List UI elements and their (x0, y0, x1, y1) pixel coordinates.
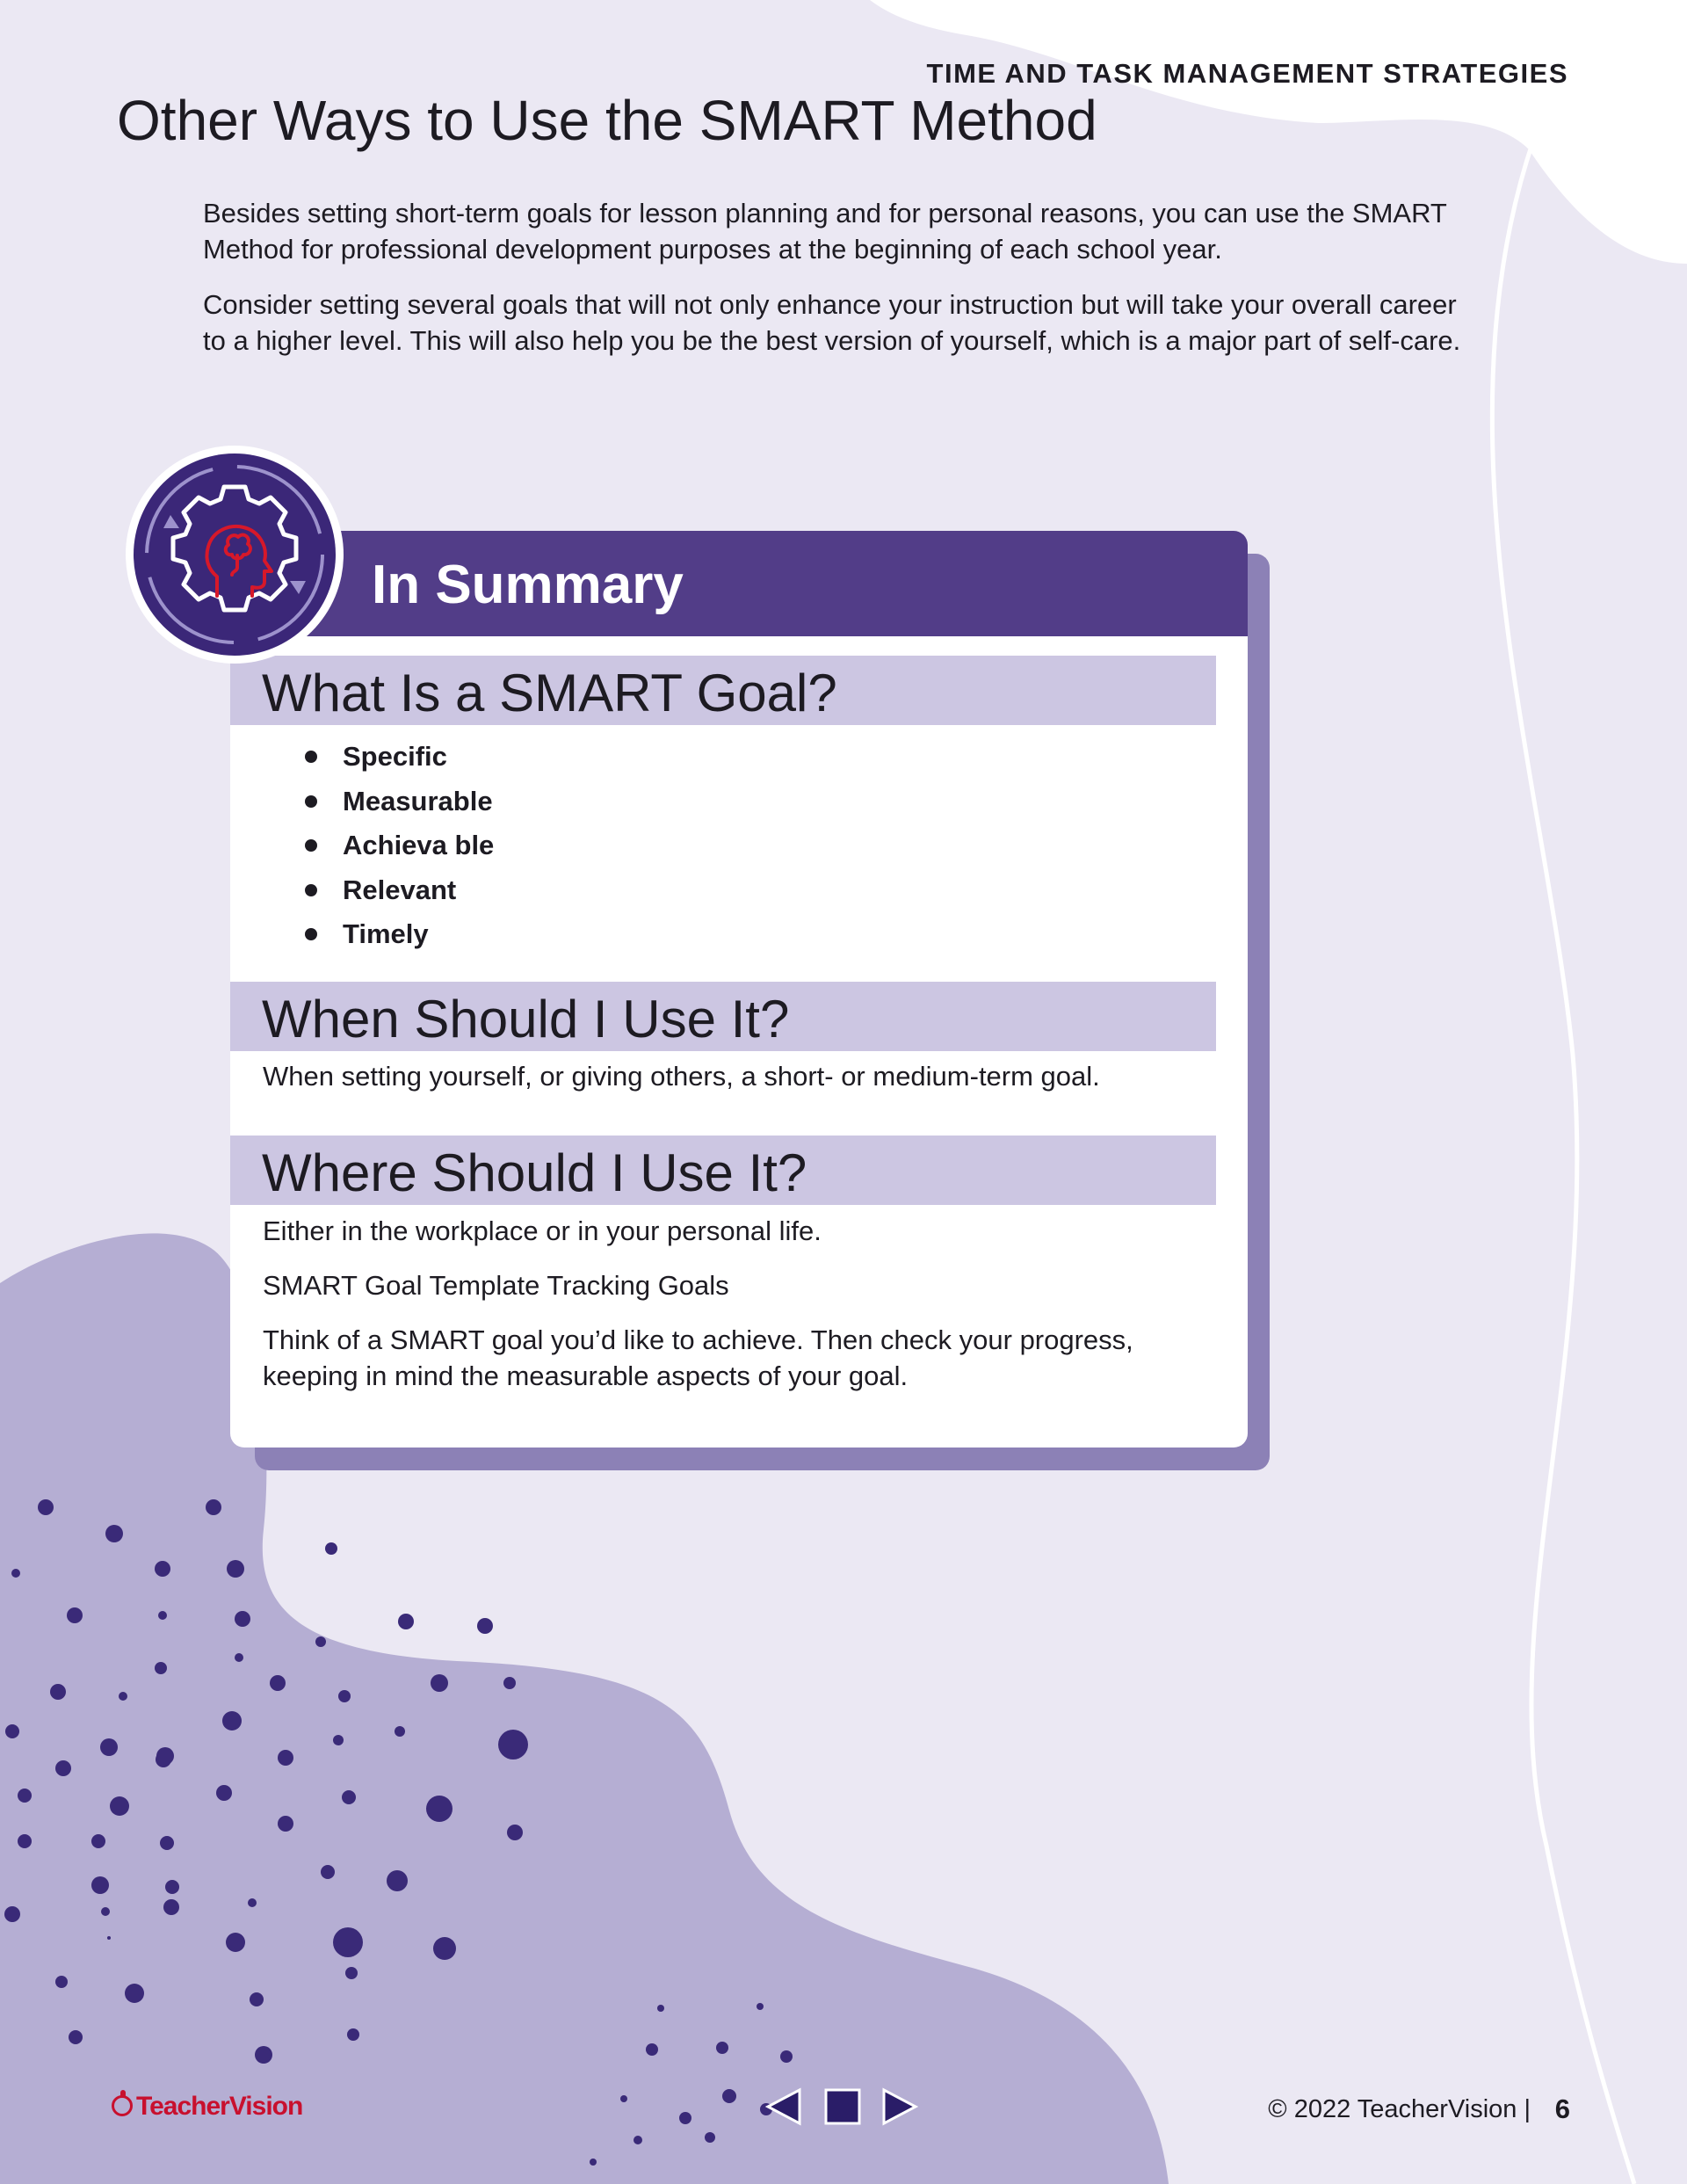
decorative-dot (426, 1796, 453, 1822)
decorative-dot (206, 1499, 221, 1515)
decorative-dot (255, 2046, 272, 2064)
smart-list (304, 735, 494, 957)
decorative-dot (105, 1525, 123, 1542)
decorative-dot (55, 1760, 71, 1776)
decorative-dot (38, 1499, 54, 1515)
decorative-dot (338, 1690, 351, 1702)
gear-head-icon (125, 445, 344, 664)
decorative-dot (507, 1825, 523, 1840)
decorative-dot (226, 1933, 245, 1952)
decorative-dot (503, 1677, 516, 1689)
decorative-dot (757, 2003, 764, 2010)
decorative-dot (18, 1834, 32, 1848)
decorative-dot (235, 1653, 243, 1662)
decorative-dot (278, 1816, 293, 1832)
decorative-dot (155, 1561, 170, 1577)
decorative-dot (498, 1730, 528, 1760)
section-heading-band (230, 656, 1216, 725)
section-heading-what: What Is a SMART Goal? (262, 664, 837, 722)
decorative-dot (55, 1976, 68, 1988)
list-item-text: Specific (343, 741, 447, 772)
decorative-dot (722, 2089, 736, 2103)
decorative-dot (156, 1752, 171, 1767)
decorative-dot (780, 2050, 793, 2063)
section-heading-band (230, 982, 1216, 1051)
decorative-dot (433, 1937, 456, 1960)
decorative-dot (477, 1618, 493, 1634)
decorative-dot (342, 1790, 356, 1804)
intro-paragraph-1: Besides setting short-term goals for lesson planning and for personal reasons, you can use the SMART Method for professional development purposes at the beginning of each school year. (203, 198, 1447, 265)
decorative-dot (646, 2043, 658, 2056)
bullet-dot (305, 795, 317, 808)
list-item-text: Timely (343, 918, 429, 949)
decorative-dot (398, 1614, 414, 1629)
decorative-dot (119, 1692, 127, 1701)
section-heading-band (230, 1136, 1216, 1205)
decorative-dot (158, 1611, 167, 1620)
decorative-dot (163, 1899, 179, 1915)
decorative-dot (278, 1750, 293, 1766)
decorative-dot (216, 1785, 232, 1801)
card-header (230, 531, 1248, 636)
decorative-dot (657, 2005, 664, 2012)
page-number: 6 (1554, 2093, 1570, 2124)
stop-icon[interactable] (826, 2090, 859, 2123)
decorative-dot (315, 1636, 326, 1647)
decorative-dot (431, 1674, 448, 1692)
instruction-text: Think of a SMART goal you’d like to achieve. Then check your progress, keeping in mind the measurable aspects of your goal. (263, 1324, 1133, 1391)
list-item (304, 780, 494, 824)
decorative-dot (590, 2159, 597, 2166)
decorative-dot (387, 1870, 408, 1891)
decorative-dot (227, 1560, 244, 1578)
section-heading-when: When Should I Use It? (262, 990, 790, 1048)
where-text: Either in the workplace or in your personal life. (263, 1215, 822, 1246)
decorative-dot (634, 2136, 642, 2144)
decorative-dot (325, 1542, 337, 1555)
decorative-dot (69, 2030, 83, 2044)
list-item-text: Relevant (343, 874, 457, 905)
apple-icon (112, 2095, 133, 2116)
bullet-dot (305, 751, 317, 763)
list-item-text: Achieva ble (343, 830, 495, 860)
list-item (304, 824, 494, 868)
decorative-dot (321, 1865, 335, 1879)
decorative-dot (620, 2095, 627, 2102)
list-item (304, 735, 494, 780)
list-item (304, 912, 494, 957)
decorative-dot (160, 1836, 174, 1850)
decorative-dot (18, 1789, 32, 1803)
decorative-dot (11, 1569, 20, 1578)
decorative-dot (270, 1675, 286, 1691)
decorative-dot (248, 1898, 257, 1907)
list-item (304, 868, 494, 913)
decorative-dot (155, 1662, 167, 1674)
section-heading-where: Where Should I Use It? (262, 1143, 807, 1202)
list-item-text: Measurable (343, 785, 493, 816)
section-label: TIME AND TASK MANAGEMENT STRATEGIES (926, 58, 1568, 89)
brand-name: TeacherVision (136, 2092, 303, 2121)
summary-card (230, 531, 1248, 1448)
bullet-dot (305, 884, 317, 896)
decorative-dot (107, 1936, 111, 1940)
decorative-dot (50, 1684, 66, 1700)
decorative-dot (91, 1834, 105, 1848)
decorative-dot (679, 2112, 691, 2124)
decorative-dot (347, 2028, 359, 2041)
decorative-dot (67, 1607, 83, 1623)
decorative-dot (250, 1992, 264, 2006)
card-title: In Summary (372, 555, 684, 615)
decorative-dot (125, 1984, 144, 2003)
decorative-dot (345, 1967, 358, 1979)
decorative-dot (716, 2042, 728, 2054)
when-text: When setting yourself, or giving others, a short- or medium-term goal. (263, 1061, 1100, 1092)
decorative-dot (100, 1738, 118, 1756)
decorative-dot (5, 1724, 19, 1738)
next-arrow-icon[interactable] (884, 2090, 916, 2123)
intro-paragraph-2: Consider setting several goals that will not only enhance your instruction but will take your overall career to a higher level. This will also help you be the best version of yourself, which is a major part of self-care. (203, 289, 1461, 356)
decorative-dot (395, 1726, 405, 1737)
decorative-dot (222, 1711, 242, 1731)
template-text: SMART Goal Template Tracking Goals (263, 1270, 729, 1301)
prev-arrow-icon[interactable] (768, 2090, 800, 2123)
decorative-dot (91, 1876, 109, 1894)
decorative-dot (165, 1880, 179, 1894)
page-title: Other Ways to Use the SMART Method (117, 89, 1097, 152)
page-navigation (764, 2086, 923, 2127)
decorative-dot (110, 1796, 129, 1816)
decorative-dot (101, 1907, 110, 1916)
decorative-dot (333, 1927, 363, 1957)
decorative-dot (4, 1906, 20, 1922)
brand-logo[interactable] (112, 2092, 302, 2122)
decorative-dot (333, 1735, 344, 1745)
copyright: © 2022 TeacherVision | (1268, 2095, 1531, 2123)
bullet-dot (305, 839, 317, 852)
bullet-dot (305, 928, 317, 940)
decorative-dot (705, 2132, 715, 2143)
decorative-dot (235, 1611, 250, 1627)
